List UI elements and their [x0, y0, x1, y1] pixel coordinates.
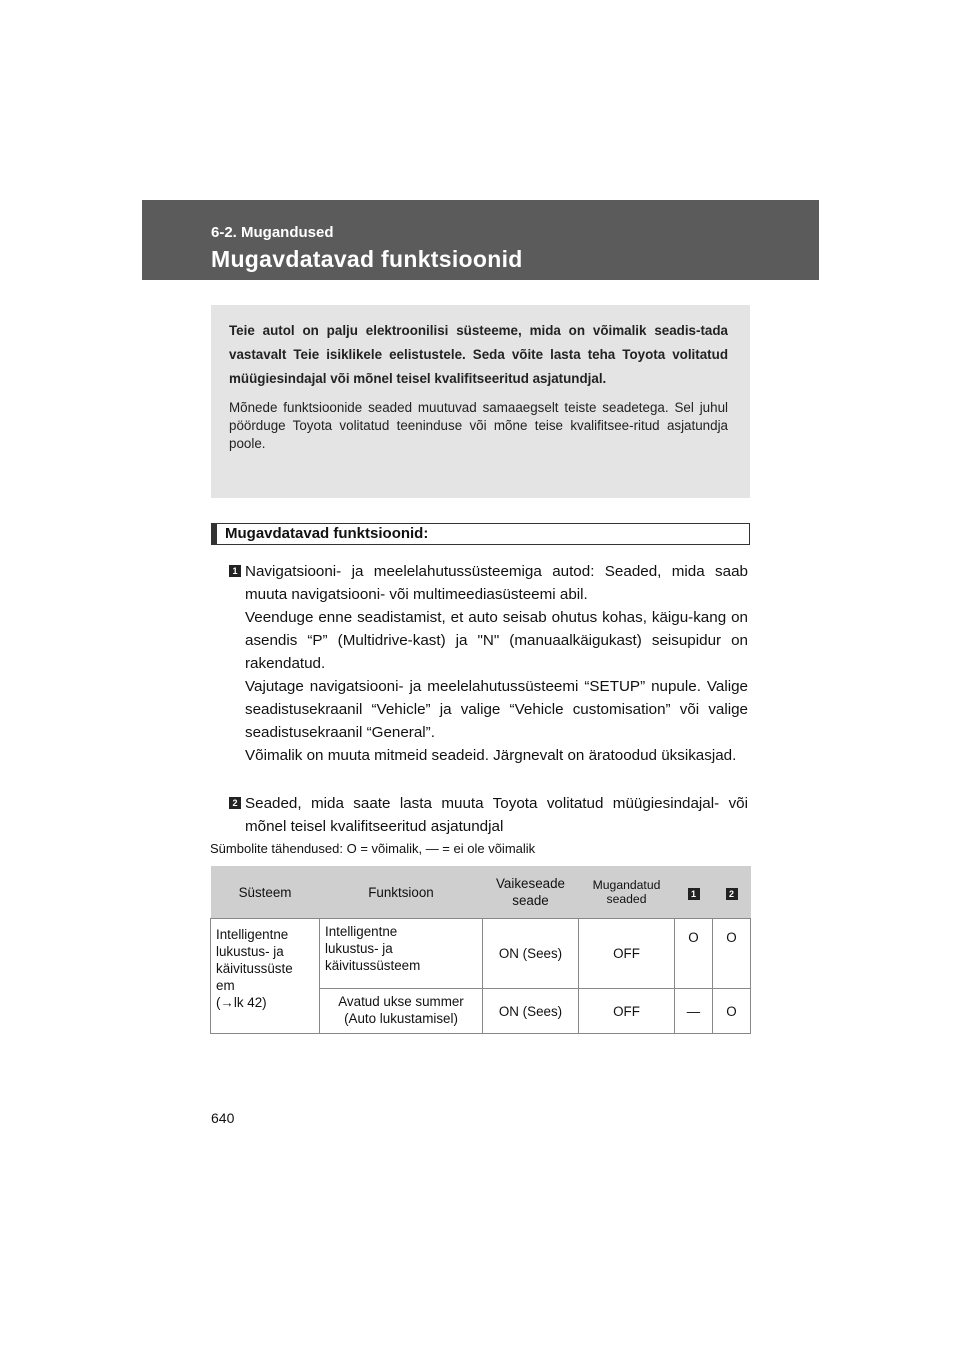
- header-function: Funktsioon: [320, 866, 483, 919]
- function-cell: Intelligentne lukustus- ja käivitussüsteem: [320, 919, 483, 989]
- item-paragraph: Võimalik on muuta mitmeid seadeid. Järgnevalt on äratoodud üksikasjad.: [245, 747, 737, 764]
- list-item-1: [229, 560, 748, 767]
- table-row: [211, 919, 751, 989]
- custom-cell: OFF: [579, 989, 675, 1034]
- col1-cell: O: [675, 919, 713, 989]
- item-paragraph: Vajutage navigatsiooni- ja meelelahutussüsteemi “SETUP” nupule. Valige seadistusekraanil “Vehicle” ja valige “Vehicle customisation” või valige seadistusekraanil “General”.: [245, 678, 748, 741]
- number-badge: 2: [229, 797, 241, 809]
- default-cell: ON (Sees): [483, 989, 579, 1034]
- section-header: [142, 200, 819, 280]
- number-badge: 2: [726, 888, 738, 900]
- item-paragraph: Seaded, mida saate lasta muuta Toyota volitatud müügiesindajal- või mõnel teisel kvalifitseeritud asjatundjal: [245, 795, 748, 835]
- table-header-row: [211, 866, 751, 919]
- intro-box: [211, 305, 750, 498]
- function-cell: Avatud ukse summer (Auto lukustamisel): [320, 989, 483, 1034]
- page-title: Mugavdatavad funktsioonid: [211, 246, 523, 272]
- number-badge: 1: [229, 565, 241, 577]
- item-paragraph: Navigatsiooni- ja meelelahutussüsteemiga autod: Seaded, mida saab muuta navigatsiooni- või multimeediasüsteemi abil.: [245, 563, 748, 603]
- header-default: Vaikeseade seade: [483, 866, 579, 919]
- item-paragraph: Veenduge enne seadistamist, et auto seisab ohutus kohas, käigu-kang on asendis “P” (Multidrive-kast) ja "N" (manuaalkäigukast) seisupidur on rakendatud.: [245, 609, 748, 672]
- symbol-legend: Sümbolite tähendused: O = võimalik, — = ei ole võimalik: [210, 841, 536, 856]
- section-label: 6-2. Mugandused: [211, 224, 334, 241]
- col2-cell: O: [713, 989, 751, 1034]
- intro-bold-text: Teie autol on palju elektroonilisi süsteeme, mida on võimalik seadis-tada vastavalt Teie isiklikele eelistustele. Seda võite lasta teha Toyota volitatud müügiesindajal või mõnel teisel kvalifitseeritud asjatundjal.: [229, 323, 728, 386]
- header-custom: Mugandatud seaded: [579, 866, 675, 919]
- col2-cell: O: [713, 919, 751, 989]
- system-cell: Intelligentne lukustus- ja käivitussüste em (→lk 42): [211, 919, 320, 1034]
- header-col2: [713, 866, 751, 919]
- custom-cell: OFF: [579, 919, 675, 989]
- header-col1: [675, 866, 713, 919]
- page-number: 640: [211, 1110, 235, 1126]
- settings-table: [210, 866, 751, 1034]
- default-cell: ON (Sees): [483, 919, 579, 989]
- list-item-2: [229, 792, 748, 838]
- col1-cell: —: [675, 989, 713, 1034]
- intro-normal-text: Mõnede funktsioonide seaded muutuvad samaaegselt teiste seadetega. Sel juhul pöörduge Toyota volitatud teeninduse või mõne teise kvalifitsee-ritud asjatundja poole.: [229, 400, 728, 451]
- subheading: Mugavdatavad funktsioonid:: [211, 523, 750, 545]
- header-system: Süsteem: [211, 866, 320, 919]
- number-badge: 1: [688, 888, 700, 900]
